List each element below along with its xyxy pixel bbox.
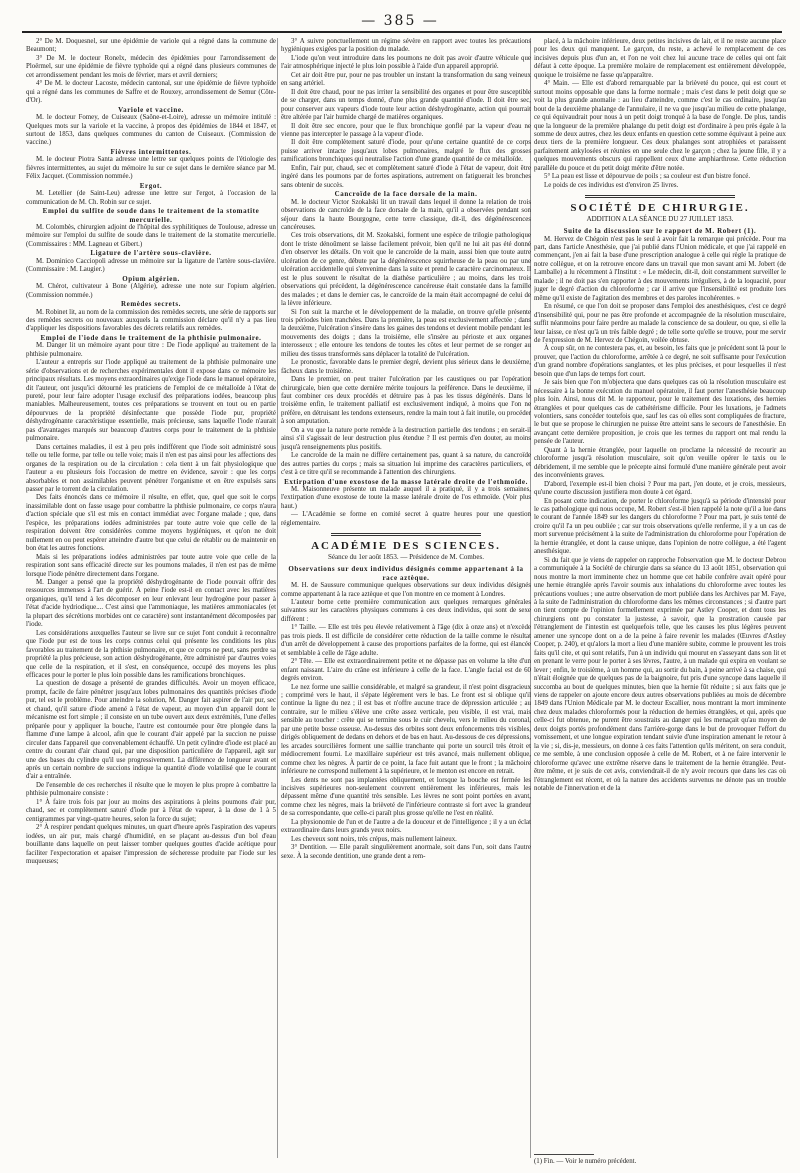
paragraph: — L'Académie se forme en comité secret à quatre heures pour une question réglementaire. xyxy=(281,511,531,527)
paragraph: À coup sûr, on ne contestera pas, et, au besoin, les faits que je précédent sont là pour le prouver, que l'action du chloroforme, arrêtée à ce degré, ne soit suffisante pour l'exécution d'un grand nombre d'opérations sanglantes, et les plus précises, et pour lesquelles il n'est besoin que d'un laps de temps fort court. xyxy=(534,345,786,378)
paragraph: M. le docteur Fomey, de Cuiseaux (Saône-et-Loire), adresse un mémoire intitulé : Quelques mots sur la variole et la vaccine, à propos des épidémies de 1844 et 1847, et surtout de 1853, dans quelques communes du canton de Cuiseaux. (Commission de vaccine.) xyxy=(26,114,276,147)
paragraph: M. Letellier (de Saint-Leu) adresse une lettre sur l'ergot, à l'occasion de la communication de M. Ch. Robin sur ce sujet. xyxy=(26,190,276,206)
paragraph: M. Chérot, cultivateur à Bone (Algérie), adresse une note sur l'opium algérien. (Commission nommée.) xyxy=(26,283,276,299)
footnote-rule xyxy=(534,1154,594,1155)
paragraph: Je sais bien que l'on m'objectera que dans quelques cas où la résolution musculaire est nécessaire à la bonne exécution du manuel opératoire, il faut porter l'anesthésie beaucoup plus loin. Ainsi, nous dit M. le rapporteur, pour le traitement des luxations, des hernies étranglées et pour quelques cas de cathétérisme difficile. Pour les luxations, je l'admets volontiers, sans concéder toutefois que, sauf les cas où elles sont compliquées de fracture, le but que se propose le chirurgien ne puisse être atteint sans le secours de l'anesthésie. En avançant cette dernière proposition, je crois que les termes du rapport ont mal rendu la pensée de l'auteur. xyxy=(534,379,786,446)
paragraph: M. Robinet lit, au nom de la commission des remèdes secrets, une série de rapports sur des remèdes secrets ou nouveaux auxquels la commission déclare qu'il n'y a pas lieu d'appliquer les dispositions favorables des décrets relatifs aux remèdes. xyxy=(26,308,276,333)
paragraph: La physionomie de l'un et de l'autre a de la douceur et de l'intelligence ; il y a un éclat extraordinaire dans leurs grands yeux noirs. xyxy=(281,818,531,835)
paragraph: 3° De M. le docteur Ronelx, médecin des épidémies pour l'arrondissement de Ploërmel, sur une épidémie de fièvre typhoïde qui a régné dans plusieurs communes de cet arrondissement pendant les mois de février, mars et avril derniers; xyxy=(26,54,276,79)
paragraph: M. le docteur Victor Szokalski lit un travail dans lequel il donne la relation de trois observations de cancroïde de la face dorsale de la main, qu'il a observées pendant son séjour dans la haute Bourgogne, cette terre classique, dit-il, des dégénérescences cancéreuses. xyxy=(281,198,531,231)
paragraph: Le pronostic, favorable dans le premier degré, devient plus sérieux dans le deuxième, fâcheux dans le troisième. xyxy=(281,359,531,375)
section-heading: Ergot. xyxy=(139,181,163,190)
paragraph: Il doit être chaud, pour ne pas irriter la sensibilité des organes et pour être susceptible de se charger, dans un temps donné, d'une plus grande quantité d'iode. Il doit être sec, pour conserver aux vapeurs d'iode toute leur action déshydrogénante, action qui pourrait être altérée par l'air humide chargé de matières organiques. xyxy=(281,88,531,122)
header-rule xyxy=(22,31,782,33)
paragraph: M. Hervez de Chégoin n'est pas le seul à avoir fait la remarque qui précède. Pour ma part, dans l'article Anesthésie, que j'ai publié dans l'Union médicale, et que j'ai rappelé en commençant, j'en ai fait la base d'une prescription analogue à celle qui règle la pratique de notre collègue, et on la retrouve encore dans un travail que mon savant ami M. Jobert (de Lamballe) a lu récemment à l'Institut : « Le médecin, dit-il, doit constamment surveiller le malade ; il ne doit pas s'en rapporter à des mouvements irréguliers, à de la loquacité, pour juger le degré d'action du chloroforme ; car il arrive que l'insensibilité est produite lors même qu'il existe de l'agitation des membres et des paroles incohérentes. » xyxy=(534,235,786,302)
session-line: Séance du 1er août 1853. — Présidence de M. Combes. xyxy=(328,552,484,561)
paragraph: 3° Dentition. — Elle paraît singulièrement anormale, soit dans l'un, soit dans l'autre sexe. À la seconde dentition, une grande dent a rem- xyxy=(281,844,531,860)
paragraph: M. Dominico Cacciopoli adresse un mémoire sur la ligature de l'artère sous-clavière. (Commissaire : M. Laugier.) xyxy=(26,257,276,274)
paragraph: Il doit être complètement saturé d'iode, pour qu'une certaine quantité de ce corps puisse arriver intacte jusqu'aux lobes pulmonaires, malgré le flux des grosses ramifications bronchiques qui neutralise l'action d'une grande quantité de ce métalloïde. xyxy=(281,139,531,164)
paragraph: M. Maisonneuve présente un malade auquel il a pratiqué, il y a trois semaines, l'extirpation d'une exostose de toute la masse latérale droite de l'os ethmoïde. (Voir plus haut.) xyxy=(281,486,531,510)
paragraph: 2° À respirer pendant quelques minutes, un quart d'heure après l'aspiration des vapeurs iodées, un air pur, mais chargé d'humidité, en se plaçant au-dessus d'un bol d'eau bouillante dans laquelle on peut laisser tomber quelques gouttes d'acide acétique pour faciliter l'expectoration et apaiser l'impression de sécheresse produite par l'iode sur les muqueuses; xyxy=(26,824,276,865)
page-header xyxy=(0,10,800,30)
paragraph: Mais si les préparations iodées administrées par toute autre voie que celle de la respiration sont sans efficacité directe sur les poumons malades, il n'en est pas de même lorsque l'iode pénètre directement dans l'organe. xyxy=(26,553,276,578)
paragraph: Le cancroïde de la main ne diffère certainement pas, quant à sa nature, du cancroïde des autres parties du corps ; mais sa situation lui imprime des caractères particuliers, et c'est à ce titre qu'il se recommande à l'attention des chirurgiens. xyxy=(281,452,531,477)
section-heading: Emploi de l'iode dans le traitement de la phthisie pulmonaire. xyxy=(40,333,262,342)
paragraph: 2° Tête. — Elle est extraordinairement petite et ne dépasse pas en volume la tête d'un enfant naissant. L'aire du crâne est inférieure à celle de la face. L'angle facial est de 60 degrés environ. xyxy=(281,658,531,683)
section-divider xyxy=(585,195,735,198)
paragraph: Le nez forme une saillie considérable, et malgré sa grandeur, il n'est point disgracieux ; comprimé vers le haut, il s'épate légèrement vers le bas. Le front est si oblique qu'il continue la ligne du nez ; il est bas et n'offre aucune trace de dépression articulée ; au contraire, sur le milieu s'élève une crête assez verticale, peu visible, il est vrai, mais sensible au toucher : crête qui se termine sous le cuir chevelu, vers le milieu du coronal, par une petite bosse osseuse. Au-dessus des orbites sont deux enfoncements très visibles, dirigés obliquement de dedans en dehors et de bas en haut. Au-dessous de ces dépressions, les arcades sourcilières forment une saillie tranchante qui porte un sourcil très étroit et médiocrement fourni. Le maxillaire supérieur est très avancé, mais nullement oblique, comme chez les nègres. À partir de ce point, la face fuit autant que le front ; la mâchoire inférieure ne correspond nullement à la supérieure, et le menton est encore en retrait. xyxy=(281,683,531,776)
paragraph: 1° À faire trois fois par jour au moins des aspirations à pleins poumons d'air pur, chaud, sec et complètement saturé d'iode pur à l'état de vapeur, à la dose de 1 à 5 centigrammes par vingt-quatre heures, selon la force du sujet; xyxy=(26,798,276,823)
paragraph: Les considérations auxquelles l'auteur se livre sur ce sujet l'ont conduit à reconnaître que l'iode pur est de tous les corps connus celui qui présente les conditions les plus favorables au traitement de la phthisie pulmonaire, et que ce corps ne peut, sans perdre sa propriété la plus précieuse, son action déshydrogénante, être administré par d'autres voies que celle de la respiration, et il s'est, en conséquence, occupé des moyens les plus efficaces pour le porter le plus loin possible dans les ramifications bronchiques. xyxy=(26,629,276,679)
paragraph: 1° Taille. — Elle est très peu élevée relativement à l'âge (dix à onze ans) et n'excède pas trois pieds. Il est difficile de considérer cette réduction de la taille comme le résultat d'un arrêt de développement à cause des proportions parfaites de la forme, qui est élancée et semblable à celle de l'âge adulte. xyxy=(281,624,531,657)
paragraph: La question de dosage a présenté de grandes difficultés. Avoir un moyen efficace, prompt, facile de faire pénétrer jusqu'aux lobes pulmonaires des quantités précises d'iode pur, tel est le problème. Pour atteindre la solution, M. Danger fait aspirer de l'air pur, sec et chaud, qu'il sature d'iode amené à l'état de vapeur, au moyen d'un appareil dont le mécanisme est fort simple ; il consiste en un tube ouvert aux deux extrémités, l'une d'elles préparée pour y appliquer la bouche, l'autre est contournée pour être plongée dans la flamme d'une lampe à alcool, afin que le courant d'air appelé par la succion ne puisse circuler dans l'appareil que convenablement échauffé. Un petit cylindre d'iode est placé au centre du courant d'air chaud qui, par une disposition particulière de l'appareil, agit sur une des bases du cylindre qu'il use progressivement. La différence de longueur avant et après un certain nombre de succions indique la quantité d'iode volatilisé que le courant d'air a entraînée. xyxy=(26,680,276,781)
paragraph: De l'ensemble de ces recherches il résulte que le moyen le plus propre à combattre la phthisie pulmonaire consiste : xyxy=(26,781,276,798)
paragraph: Cet air doit être pur, pour ne pas troubler un instant la transformation du sang veineux en sang artériel. xyxy=(281,71,531,88)
paragraph: M. H. de Saussure communique quelques observations sur deux individus désignés comme appartenant à la race aztèque et que l'on montre en ce moment à Londres. xyxy=(281,582,531,598)
paragraph: 4° Main. — Elle est d'abord remarquable par la brièveté du pouce, qui est court et surtout moins opposable que dans la forme normale ; mais c'est dans le petit doigt que se voit la plus grande anomalie : au lieu d'atteindre, comme c'est le cas ordinaire, jusqu'au bout de la deuxième phalange de l'annulaire, il ne va que jusqu'au milieu de cette phalange, ce qui équivaudrait pour nous à un petit doigt tronqué à la base de l'ongle. De plus, tandis que la longueur de la première phalange du petit doigt est d'ordinaire à peu près égale à la somme de deux autres, chez les deux enfants en question cette somme équivaut à peine aux deux tiers de la première longueur. Ces deux phalanges sont atrophiées et paraissent parfaitement ankylosées et réunies en une seule chez le garçon ; chez la jeune fille, il y a quelques mouvements obscurs qui rappellent ceux d'une amphiarthrose. Cette réduction parallèle du pouce et du petit doigt mérite d'être notée. xyxy=(534,80,786,172)
section-divider xyxy=(331,533,481,536)
footnote: (1) Fin. — Voir le numéro précédent. xyxy=(534,1158,637,1165)
paragraph: L'auteur borne cette première communication aux quelques remarques générales suivantes sur les caractères physiques communs à ces deux individus, qui sont de sexe différent : xyxy=(281,599,531,623)
paragraph: 2° De M. Doquesnel, sur une épidémie de variole qui a régné dans la commune de Beaumont; xyxy=(26,38,276,54)
section-heading: Fièvres intermittentes. xyxy=(110,147,192,156)
section-heading: Remèdes secrets. xyxy=(120,300,181,309)
paragraph: Les dents ne sont pas implantées obliquement, et lorsque la bouche est fermée les incisives supérieures non-seulement couvrent entièrement les inférieures, mais les dépassent même d'une quantité très sensible. Les lèvres ne sont point portées en avant, comme chez les nègres, mais la brièveté de l'inférieure contraste si fort avec la grandeur de sa correspondante, que celle-ci paraît plus grosse qu'elle ne l'est en réalité. xyxy=(281,776,531,818)
session-line: ADDITION A LA SÉANCE DU 27 JUILLET 1853. xyxy=(586,214,734,223)
section-heading: Suite de la discussion sur le rapport de M. Robert (1). xyxy=(563,227,757,236)
paragraph: 4° De M. le docteur Lacoste, médecin cantonal, sur une épidémie de fièvre typhoïde qui a régné dans les communes de Saffre et de Rouxey, arrondissement de Semur (Côte-d'Or). xyxy=(26,80,276,105)
column-1 xyxy=(26,38,276,1163)
section-heading: Cancroïde de la face dorsale de la main. xyxy=(334,190,478,199)
society-heading: SOCIÉTÉ DE CHIRURGIE. xyxy=(570,202,750,215)
section-heading: Opium algérien. xyxy=(122,274,180,283)
paragraph: On a vu que la nature porte remède à la destruction partielle des tendons ; en serait-il ainsi s'il s'agissait de leur destruction plus étendue ? Il est permis d'en douter, au moins jusqu'à renseignements plus positifs. xyxy=(281,426,531,451)
section-heading: Extirpation d'une exostose de la masse latérale droite de l'ethmoïde. xyxy=(284,477,528,486)
section-heading: Observations sur deux individus désignés comme appartenant à la race aztèque. xyxy=(288,565,524,582)
paragraph: M. Danger a pensé que la propriété déshydrogénante de l'iode pouvait offrir des ressources immenses à l'art de guérir. À peine l'iode est-il en contact avec les matières organiques, qu'il tend à les décomposer en leur enlevant leur hydrogène pour passer à l'état d'acide hydriodique.... C'est ainsi que l'ammoniaque, les matières ammoniacales (et la plupart des sécrétions morbides ont ce caractère) sont instantanément décomposées par l'iode. xyxy=(26,579,276,629)
section-heading: Emploi du sulfite de soude dans le traitement de la stomatite mercurielle. xyxy=(42,207,260,224)
paragraph: Dans le premier, on peut traiter l'ulcération par les caustiques ou par l'opération chirurgicale, bien que cette dernière mérite toujours la préférence. Dans le deuxième, il faut combiner ces deux procédés et détruire pas à pas les tissus dégénérés. Dans le troisième enfin, le traitement palliatif est exclusivement indiqué, à moins que l'on ne préfère, en détruisant les tendons extenseurs, rendre la main tout à fait inutile, ou procéder à son amputation. xyxy=(281,376,531,426)
paragraph: Enfin, l'air pur, chaud, sec et complètement saturé d'iode à l'état de vapeur, doit être ingéré dans les poumons par de fortes aspirations, autrement on fatiguerait les bronches sans obtenir de succès. xyxy=(281,164,531,189)
paragraph: Il doit être sec encore, pour que le flux bronchique gonflé par la vapeur d'eau ne vienne pas intercepter le passage à la vapeur d'iode. xyxy=(281,122,531,138)
paragraph: Le poids de ces individus est d'environ 25 livres. xyxy=(544,181,679,189)
paragraph: L'iode qu'on veut introduire dans les poumons ne doit pas avoir d'autre véhicule que l'air atmosphérique injecté le plus loin possible à l'aide d'un appareil approprié. xyxy=(281,54,531,71)
paragraph: M. Colombès, chirurgien adjoint de l'hôpital des syphilitiques de Toulouse, adresse un mémoire sur l'emploi du sulfite de soude dans le traitement de la stomatite mercurielle. (Commissaires : MM. Lagneau et Gibert.) xyxy=(26,223,276,248)
paragraph: Si du fait que je viens de rappeler on rapproche l'observation que M. le docteur Debrou a communiquée à la Société de chirurgie dans sa séance du 13 août 1851, observation qui nous montre la mort imminente chez un homme que cet habile confrère avait opéré pour une hernie étranglée après l'avoir soumis aux inhalations du chloroforme avec toutes les précautions voulues ; une autre observation de mort publiée dans les Archives par M. Faye, à la suite de l'administration du chloroforme dans les mêmes circonstances ; si d'autre part on tient compte de l'opinion formellement exprimée par Astley Cooper, et dont tous les chirurgiens ont pu constater la justesse, à savoir, que la prostration causée par l'étranglement de l'intestin est quelquefois telle, que les causes les plus légères peuvent amener une syncope dont on a de la peine à faire revenir les malades (Œuvres d'Astley Cooper, p. 240), et qu'alors la mort a lieu d'une manière subite, comme le prouvent les trois faits qu'il cite, et qui sont relatifs, l'un à un individu qui mourut en s'asseyant dans son lit et en prenant le verre pour le porter à ses lèvres, l'autre, à un malade qui expira en voulant se lever ; enfin, le troisième, à un homme qui, au sortir du bain, à peine arrivé à sa chaise, qui n'était éloignée que de quelques pas de la baignoire, fut pris d'une syncope dans laquelle il succomba au bout de quelques minutes, bien que la hernie fût réduite ; si aux faits que je viens de rappeler on ajoute encore deux autres observations publiées au mois de décembre 1849 dans l'Union Médicale par M. le docteur Escallier, nous montrant la mort imminente chez deux malades chloroformés pour la réduction de hernies étranglées, et qui, après que celle-ci fut obtenue, ne purent être soustraits au danger qui les menaçait qu'au moyen de deux doigts portés profondément dans l'arrière-gorge dans le but de provoquer l'effort du vomissement, et une longue expiration tendant suivie d'une inspiration amenant le retour à la vie ; si, dis-je, messieurs, on donne à ces faits l'attention qu'ils méritent, on sera conduit, ce me semble, à une conclusion opposée à celle de M. Robert, et à ne faire intervenir le chloroforme qu'avec une extrême réserve dans le traitement de la hernie étranglée. Peut-être même, et je suis de cet avis, conviendrait-il de n'y avoir recours que dans les cas où l'étranglement est récent, et où la nature des accidents survenus ne dénote pas un trouble notable de l'innervation et de la xyxy=(534,556,786,792)
paragraph: 5° La peau est lisse et dépourvue de poils ; sa couleur est d'un bistre foncé. xyxy=(544,173,751,181)
paragraph: D'abord, l'exemple est-il bien choisi ? Pour ma part, j'en doute, et je crois, messieurs, qu'une courte discussion justifiera mon doute à cet égard. xyxy=(534,480,786,497)
section-heading: Variole et vaccine. xyxy=(118,105,184,114)
column-3 xyxy=(534,38,786,1163)
column-rule xyxy=(277,38,278,1158)
paragraph: Ces trois observations, dit M. Szokalski, forment une espèce de trilogie pathologique dont le triste dénoûment se laisse facilement prévoir, bien qu'il ne lui ait pas été donné d'en observer les détails. On voit que le cancroïde de la main, aussi bien que toute autre ulcération de ce genre, débute par la dégénérescence squirrheuse de la peau ou par une ulcération accidentelle qui s'envenime dans la suite et prend le caractère carcinomateux. Il est le plus souvent le résultat de la diathèse particulière ; au moins, dans les trois observations qui précèdent, la dégénérescence cancéreuse était constatée dans la famille des malades ; et dans le dernier cas, le cancroïde de la main était accompagné de celui de la lèvre inférieure. xyxy=(281,232,531,308)
page-number: — 385 — xyxy=(361,13,439,29)
paragraph: Quant à la hernie étranglée, pour laquelle on proclame la nécessité de recourir au chloroforme jusqu'à résolution musculaire, soit qu'on veuille opérer le taxis ou le débridement, il me semble que le précepte ainsi formulé d'une manière générale peut avoir des inconvénients graves. xyxy=(534,446,786,480)
paragraph: Les cheveux sont noirs, très crépus, mais nullement laineux. xyxy=(291,835,457,843)
section-heading: Ligature de l'artère sous-clavière. xyxy=(90,249,212,258)
paragraph: M. Danger lit un mémoire ayant pour titre : De l'iode appliqué au traitement de la phthisie pulmonaire. xyxy=(26,342,276,358)
paragraph: 3° À suivre ponctuellement un régime sévère en rapport avec toutes les précautions hygiéniques exigées par la position du malade. xyxy=(281,38,531,54)
paragraph: Des faits énoncés dans ce mémoire il résulte, en effet, que, quel que soit le corps inassimilable dont on fasse usage pour combattre la phthisie pulmonaire, ce corps n'aura d'action spéciale que s'il est mis en contact immédiat avec l'organe malade ; que, dans l'espèce, les préparations iodées administrées par toute autre voie que celle de la respiration doivent être considérées comme moyens hygiéniques, et qu'on ne doit nullement en ou peut espérer atteindre d'autre but que celui de rétablir ou de maintenir en bon état les autres fonctions. xyxy=(26,494,276,553)
paragraph: L'auteur a entrepris sur l'iode appliqué au traitement de la phthisie pulmonaire une série d'observations et de recherches expérimentales dont il expose dans ce mémoire les principaux résultats. Les moyens extraordinaires qu'exige l'iode dans le manuel opératoire, dit l'auteur, ont jusqu'ici détourné les praticiens de l'emploi de ce métalloïde à l'état de pureté, pour leur faire adopter l'usage exclusif des préparations iodées, beaucoup plus maniables. Malheureusement, toutes ces préparations se trouvent en tout ou en partie dépourvues de la propriété désinfectante que possède l'iode pur, propriété déshydrogénante caractéristique essentielle, mais précieuse, sans laquelle l'iode n'aurait pas d'avantages marqués sur beaucoup d'autres corps pour le traitement de la phthisie pulmonaire. xyxy=(26,359,276,443)
paragraph: En résumé, ce que l'on doit se proposer dans l'emploi des anesthésiques, c'est ce degré d'insensibilité qui, pour ne pas être profonde et accompagnée de la résolution musculaire, suffit néanmoins pour faire perdre au malade la conscience de sa douleur, ou que, si elle la leur laisse, ce n'est qu'à un très faible degré ; de telle sorte qu'elle se trouve, pour me servir de l'expression de M. Hervez de Chégoin, voilée obtuse. xyxy=(534,303,786,344)
column-2 xyxy=(281,38,531,1163)
paragraph: Dans certaines maladies, il est à peu près indifférent que l'iode soit administré sous telle ou telle forme, par telle ou telle voie; mais il n'en est pas ainsi pour les affections des organes de la respiration ou de la circulation : cela tient à un fait physiologique que l'auteur a eu plusieurs fois l'occasion de mettre en évidence, savoir : que les corps absorbables et non assimilables peuvent pénétrer l'organisme et en être expulsés sans passer par le torrent de la circulation. xyxy=(26,443,276,494)
paragraph: Si l'on suit la marche et le développement de la maladie, on trouve qu'elle présente trois périodes bien tranchées. Dans la première, la peau est exclusivement affectée ; dans la deuxième, l'ulcération s'insère dans les gaines des tendons et devient mobile pendant les mouvements des doigts ; dans la troisième, elle s'insère au périoste et aux organes interosseux ; elle entoure les tendons de toutes les côtes et leur permet de se ronger au milieu des tissus transformés sans déplacer la totalité de l'ulcération. xyxy=(281,308,531,358)
society-heading: ACADÉMIE DES SCIENCES. xyxy=(311,540,501,553)
paragraph: M. le docteur Piotra Santa adresse une lettre sur quelques points de l'étiologie des fièvres intermittentes, au sujet du mémoire lu sur ce sujet dans le dernière séance par M. Félix Jacquet. (Commission nommée.) xyxy=(26,156,276,181)
paragraph: En posant cette indication, de porter le chloroforme jusqu'à sa période d'intensité pour le cas pathologique qui nous occupe, M. Robert s'est-il bien rappelé la note qu'il a lue dans le courant de l'année 1849 sur les dangers du chloroforme ? Pour ma part, je suis tenté de croire qu'il l'a un peu oubliée ; car sur trois observations qu'elle renferme, il y a un cas de mort survenue précisément à la suite de l'administration du chloroforme pour l'opération de la hernie étranglée, et dont la cause unique, dans l'opinion de notre collègue, a été l'agent anesthésique. xyxy=(534,497,786,556)
paragraph: placé, à la mâchoire inférieure, deux petites incisives de lait, et il ne reste aucune place pour les deux qui manquent. Le garçon, du reste, a achevé le remplacement de ces incisives depuis plus d'un an, et l'on ne voit chez lui aucune trace de celles qui ont fait défaut à cette époque. La première molaire de remplacement est entièrement développée, quoique le troisième ne fasse qu'apparaître. xyxy=(534,38,786,79)
